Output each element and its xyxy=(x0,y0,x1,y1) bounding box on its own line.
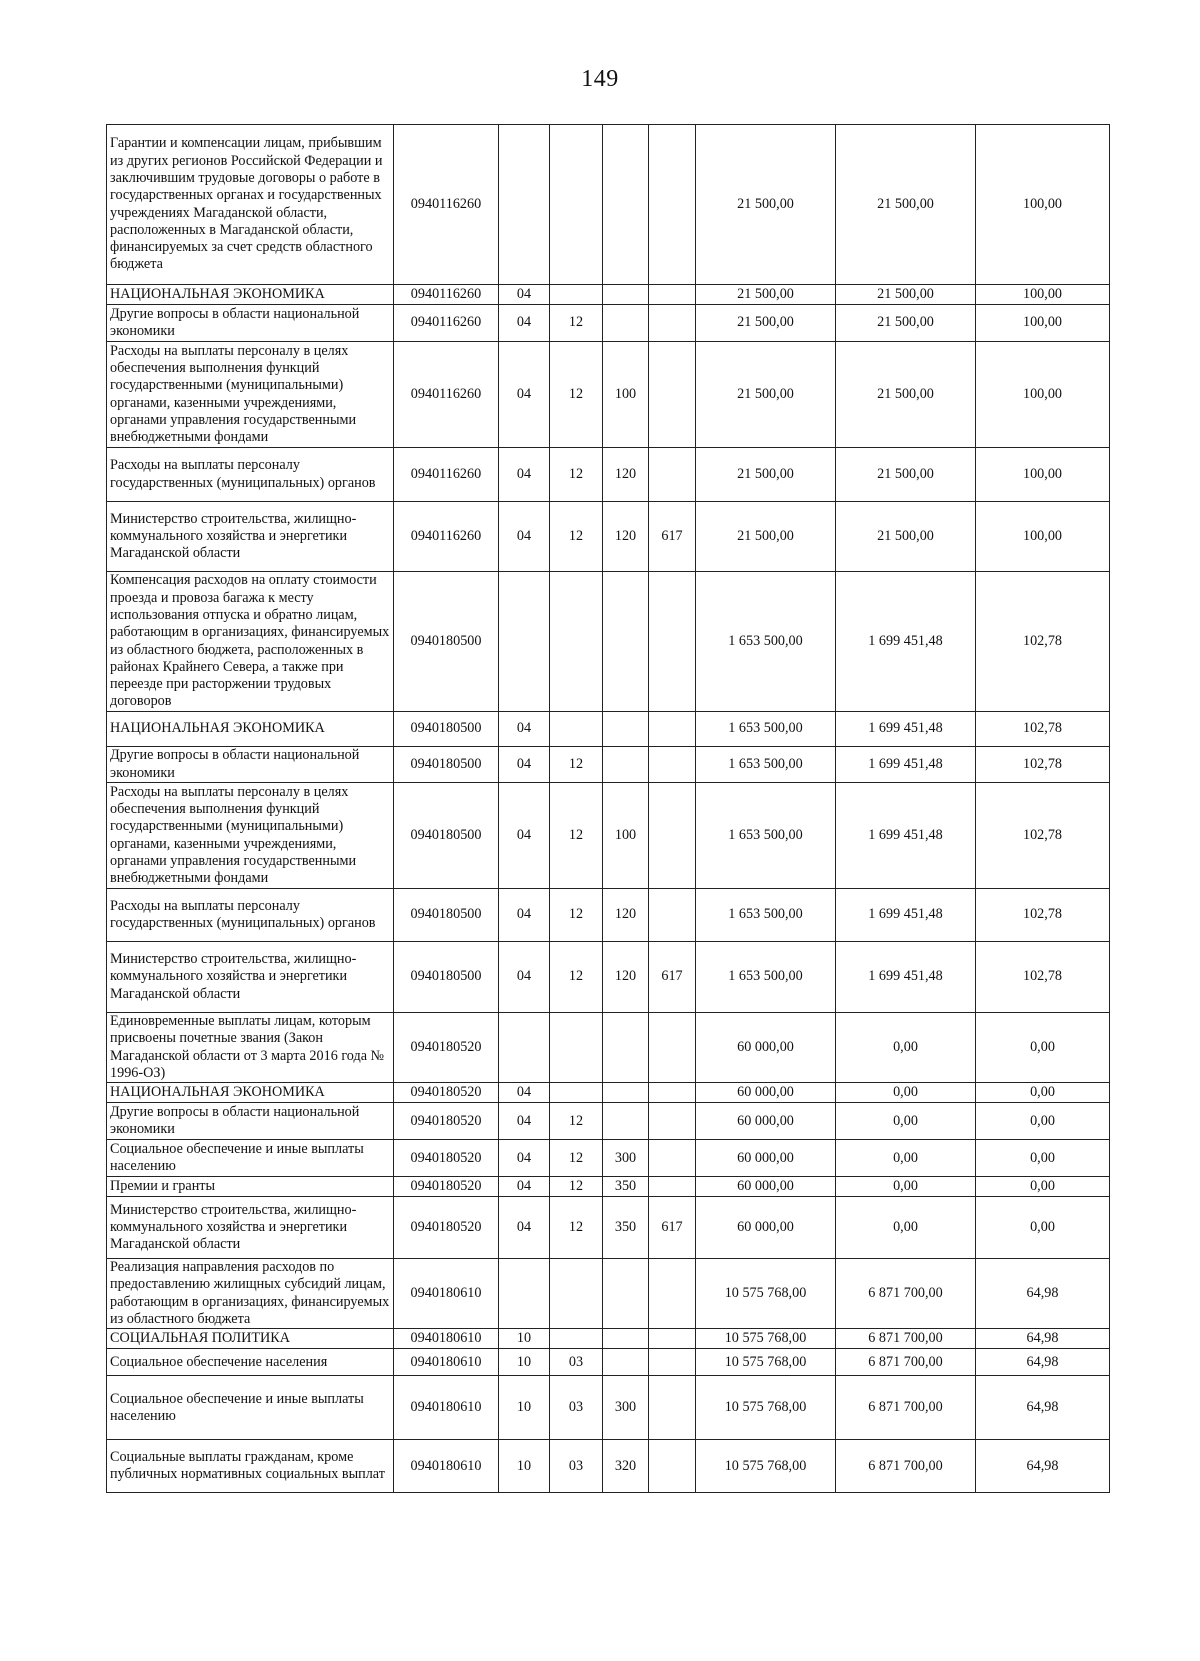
row-percent-cell: 64,98 xyxy=(976,1329,1110,1349)
row-name-cell: НАЦИОНАЛЬНАЯ ЭКОНОМИКА xyxy=(107,1083,394,1103)
row-section-cell: 04 xyxy=(499,502,550,572)
row-name-cell: Другие вопросы в области национальной экономики xyxy=(107,1103,394,1140)
row-section-cell: 04 xyxy=(499,712,550,747)
row-code-cell: 0940116260 xyxy=(394,342,499,448)
row-name-cell: Социальные выплаты гражданам, кроме публичных нормативных социальных выплат xyxy=(107,1440,394,1493)
row-section-cell: 10 xyxy=(499,1329,550,1349)
row-percent-cell: 102,78 xyxy=(976,747,1110,783)
row-fact-cell: 0,00 xyxy=(836,1140,976,1177)
row-grbs-cell xyxy=(649,889,696,942)
row-section-cell: 04 xyxy=(499,747,550,783)
table-row xyxy=(107,747,1110,783)
row-section-cell: 04 xyxy=(499,1103,550,1140)
row-plan-cell: 60 000,00 xyxy=(696,1103,836,1140)
row-plan-cell: 10 575 768,00 xyxy=(696,1376,836,1440)
row-section-cell xyxy=(499,1013,550,1083)
row-subsection-cell: 03 xyxy=(550,1349,603,1376)
row-expense-type-cell: 100 xyxy=(603,783,649,889)
row-expense-type-cell: 350 xyxy=(603,1197,649,1259)
row-subsection-cell: 12 xyxy=(550,305,603,342)
row-subsection-cell: 12 xyxy=(550,942,603,1013)
row-section-cell: 04 xyxy=(499,448,550,502)
row-percent-cell: 0,00 xyxy=(976,1103,1110,1140)
row-code-cell: 0940180500 xyxy=(394,747,499,783)
row-grbs-cell xyxy=(649,747,696,783)
row-fact-cell: 1 699 451,48 xyxy=(836,889,976,942)
row-plan-cell: 1 653 500,00 xyxy=(696,889,836,942)
row-grbs-cell xyxy=(649,1103,696,1140)
row-expense-type-cell xyxy=(603,125,649,285)
table-row xyxy=(107,1329,1110,1349)
row-percent-cell: 0,00 xyxy=(976,1083,1110,1103)
row-fact-cell: 0,00 xyxy=(836,1177,976,1197)
row-subsection-cell xyxy=(550,285,603,305)
row-expense-type-cell: 320 xyxy=(603,1440,649,1493)
row-grbs-cell xyxy=(649,342,696,448)
row-name-cell: Гарантии и компенсации лицам, прибывшим из других регионов Российской Федерации и заключившим трудовые договоры о работе в государственных органах и государственных учреждениях Магаданской области, расположенных в Магаданской области, финансируемых за счет средств областного бюджета xyxy=(107,125,394,285)
row-fact-cell: 1 699 451,48 xyxy=(836,712,976,747)
row-section-cell xyxy=(499,125,550,285)
row-grbs-cell xyxy=(649,712,696,747)
row-expense-type-cell: 120 xyxy=(603,502,649,572)
row-fact-cell: 21 500,00 xyxy=(836,448,976,502)
table-row xyxy=(107,342,1110,448)
row-grbs-cell xyxy=(649,1349,696,1376)
row-name-cell: Единовременные выплаты лицам, которым присвоены почетные звания (Закон Магаданской области от 3 марта 2016 года № 1996-ОЗ) xyxy=(107,1013,394,1083)
row-code-cell: 0940180610 xyxy=(394,1259,499,1329)
row-grbs-cell xyxy=(649,1013,696,1083)
row-plan-cell: 21 500,00 xyxy=(696,125,836,285)
row-fact-cell: 6 871 700,00 xyxy=(836,1259,976,1329)
row-expense-type-cell: 120 xyxy=(603,448,649,502)
row-subsection-cell: 12 xyxy=(550,747,603,783)
row-code-cell: 0940180610 xyxy=(394,1440,499,1493)
row-plan-cell: 10 575 768,00 xyxy=(696,1329,836,1349)
row-percent-cell: 100,00 xyxy=(976,342,1110,448)
row-subsection-cell: 12 xyxy=(550,1197,603,1259)
row-percent-cell: 100,00 xyxy=(976,502,1110,572)
row-plan-cell: 21 500,00 xyxy=(696,305,836,342)
row-grbs-cell: 617 xyxy=(649,942,696,1013)
row-code-cell: 0940180500 xyxy=(394,783,499,889)
row-percent-cell: 0,00 xyxy=(976,1177,1110,1197)
row-code-cell: 0940180520 xyxy=(394,1103,499,1140)
row-name-cell: Компенсация расходов на оплату стоимости проезда и провоза багажа к месту использования отпуска и обратно лицам, работающим в организациях, финансируемых из областного бюджета, расположенных в районах Крайнего Севера, а также при переезде при расторжении трудовых договоров xyxy=(107,572,394,712)
row-code-cell: 0940180520 xyxy=(394,1083,499,1103)
row-grbs-cell xyxy=(649,125,696,285)
row-expense-type-cell: 100 xyxy=(603,342,649,448)
row-section-cell xyxy=(499,1259,550,1329)
row-name-cell: Премии и гранты xyxy=(107,1177,394,1197)
budget-execution-table xyxy=(106,124,1110,1493)
row-code-cell: 0940116260 xyxy=(394,285,499,305)
row-section-cell: 10 xyxy=(499,1440,550,1493)
row-expense-type-cell xyxy=(603,1259,649,1329)
row-expense-type-cell xyxy=(603,1329,649,1349)
row-section-cell: 10 xyxy=(499,1349,550,1376)
row-code-cell: 0940116260 xyxy=(394,305,499,342)
table-row xyxy=(107,572,1110,712)
row-percent-cell: 102,78 xyxy=(976,889,1110,942)
table-row xyxy=(107,942,1110,1013)
row-fact-cell: 1 699 451,48 xyxy=(836,747,976,783)
row-name-cell: Социальное обеспечение населения xyxy=(107,1349,394,1376)
row-subsection-cell: 12 xyxy=(550,502,603,572)
row-expense-type-cell xyxy=(603,1349,649,1376)
row-plan-cell: 10 575 768,00 xyxy=(696,1259,836,1329)
row-percent-cell: 64,98 xyxy=(976,1259,1110,1329)
row-plan-cell: 1 653 500,00 xyxy=(696,783,836,889)
row-code-cell: 0940180610 xyxy=(394,1349,499,1376)
table-row xyxy=(107,889,1110,942)
row-grbs-cell xyxy=(649,783,696,889)
row-name-cell: НАЦИОНАЛЬНАЯ ЭКОНОМИКА xyxy=(107,285,394,305)
row-section-cell: 04 xyxy=(499,342,550,448)
page-number: 149 xyxy=(581,66,619,92)
table-row xyxy=(107,1376,1110,1440)
row-percent-cell: 102,78 xyxy=(976,712,1110,747)
row-expense-type-cell xyxy=(603,1103,649,1140)
row-fact-cell: 0,00 xyxy=(836,1197,976,1259)
table-row xyxy=(107,1140,1110,1177)
row-section-cell: 10 xyxy=(499,1376,550,1440)
row-subsection-cell: 12 xyxy=(550,1103,603,1140)
row-subsection-cell: 12 xyxy=(550,1140,603,1177)
row-name-cell: Министерство строительства, жилищно-коммунального хозяйства и энергетики Магаданской области xyxy=(107,1197,394,1259)
row-percent-cell: 100,00 xyxy=(976,305,1110,342)
row-section-cell: 04 xyxy=(499,783,550,889)
row-plan-cell: 60 000,00 xyxy=(696,1083,836,1103)
row-fact-cell: 1 699 451,48 xyxy=(836,572,976,712)
row-code-cell: 0940180610 xyxy=(394,1376,499,1440)
row-code-cell: 0940180500 xyxy=(394,572,499,712)
row-fact-cell: 6 871 700,00 xyxy=(836,1376,976,1440)
row-fact-cell: 6 871 700,00 xyxy=(836,1440,976,1493)
row-section-cell: 04 xyxy=(499,1083,550,1103)
row-percent-cell: 0,00 xyxy=(976,1140,1110,1177)
row-name-cell: Реализация направления расходов по предоставлению жилищных субсидий лицам, работающим в организациях, финансируемых из областного бюджета xyxy=(107,1259,394,1329)
row-subsection-cell: 12 xyxy=(550,448,603,502)
row-plan-cell: 21 500,00 xyxy=(696,448,836,502)
table-row xyxy=(107,1197,1110,1259)
row-code-cell: 0940116260 xyxy=(394,125,499,285)
row-plan-cell: 60 000,00 xyxy=(696,1177,836,1197)
row-subsection-cell: 03 xyxy=(550,1376,603,1440)
row-grbs-cell xyxy=(649,1177,696,1197)
row-plan-cell: 60 000,00 xyxy=(696,1197,836,1259)
row-expense-type-cell xyxy=(603,712,649,747)
row-name-cell: Расходы на выплаты персоналу государственных (муниципальных) органов xyxy=(107,889,394,942)
row-plan-cell: 1 653 500,00 xyxy=(696,942,836,1013)
row-grbs-cell xyxy=(649,305,696,342)
table-row xyxy=(107,502,1110,572)
row-section-cell: 04 xyxy=(499,942,550,1013)
table-row xyxy=(107,1440,1110,1493)
row-name-cell: Министерство строительства, жилищно-коммунального хозяйства и энергетики Магаданской области xyxy=(107,942,394,1013)
row-expense-type-cell: 300 xyxy=(603,1376,649,1440)
row-percent-cell: 100,00 xyxy=(976,448,1110,502)
row-subsection-cell xyxy=(550,712,603,747)
row-plan-cell: 1 653 500,00 xyxy=(696,747,836,783)
table-row xyxy=(107,783,1110,889)
row-code-cell: 0940116260 xyxy=(394,502,499,572)
table-row xyxy=(107,305,1110,342)
row-expense-type-cell: 350 xyxy=(603,1177,649,1197)
row-name-cell: Расходы на выплаты персоналу в целях обеспечения выполнения функций государственными (муниципальными) органами, казенными учреждениями, органами управления государственными внебюджетными фондами xyxy=(107,342,394,448)
table-row xyxy=(107,712,1110,747)
row-fact-cell: 0,00 xyxy=(836,1083,976,1103)
row-percent-cell: 0,00 xyxy=(976,1013,1110,1083)
row-fact-cell: 21 500,00 xyxy=(836,285,976,305)
row-subsection-cell xyxy=(550,1013,603,1083)
row-fact-cell: 21 500,00 xyxy=(836,125,976,285)
row-fact-cell: 6 871 700,00 xyxy=(836,1349,976,1376)
row-expense-type-cell xyxy=(603,1013,649,1083)
table-row xyxy=(107,1177,1110,1197)
row-code-cell: 0940180520 xyxy=(394,1197,499,1259)
row-plan-cell: 21 500,00 xyxy=(696,502,836,572)
table-row xyxy=(107,1083,1110,1103)
table-row xyxy=(107,448,1110,502)
table-row xyxy=(107,1259,1110,1329)
row-percent-cell: 0,00 xyxy=(976,1197,1110,1259)
table-row xyxy=(107,1349,1110,1376)
row-subsection-cell: 12 xyxy=(550,1177,603,1197)
row-plan-cell: 60 000,00 xyxy=(696,1013,836,1083)
row-expense-type-cell xyxy=(603,572,649,712)
row-grbs-cell xyxy=(649,1140,696,1177)
row-plan-cell: 21 500,00 xyxy=(696,342,836,448)
row-expense-type-cell xyxy=(603,305,649,342)
row-grbs-cell xyxy=(649,285,696,305)
row-grbs-cell xyxy=(649,448,696,502)
row-grbs-cell: 617 xyxy=(649,502,696,572)
row-grbs-cell xyxy=(649,1376,696,1440)
row-section-cell: 04 xyxy=(499,1140,550,1177)
table-row xyxy=(107,285,1110,305)
table-body xyxy=(107,125,1110,1493)
row-percent-cell: 64,98 xyxy=(976,1440,1110,1493)
row-name-cell: СОЦИАЛЬНАЯ ПОЛИТИКА xyxy=(107,1329,394,1349)
row-section-cell: 04 xyxy=(499,1177,550,1197)
row-plan-cell: 60 000,00 xyxy=(696,1140,836,1177)
row-percent-cell: 100,00 xyxy=(976,285,1110,305)
row-fact-cell: 21 500,00 xyxy=(836,305,976,342)
row-fact-cell: 1 699 451,48 xyxy=(836,783,976,889)
row-name-cell: Другие вопросы в области национальной экономики xyxy=(107,747,394,783)
row-code-cell: 0940116260 xyxy=(394,448,499,502)
row-fact-cell: 21 500,00 xyxy=(836,342,976,448)
row-subsection-cell xyxy=(550,125,603,285)
row-fact-cell: 6 871 700,00 xyxy=(836,1329,976,1349)
row-percent-cell: 102,78 xyxy=(976,572,1110,712)
row-percent-cell: 102,78 xyxy=(976,942,1110,1013)
row-name-cell: Министерство строительства, жилищно-коммунального хозяйства и энергетики Магаданской области xyxy=(107,502,394,572)
row-grbs-cell: 617 xyxy=(649,1197,696,1259)
row-name-cell: Социальное обеспечение и иные выплаты населению xyxy=(107,1140,394,1177)
row-fact-cell: 0,00 xyxy=(836,1013,976,1083)
row-fact-cell: 21 500,00 xyxy=(836,502,976,572)
row-fact-cell: 0,00 xyxy=(836,1103,976,1140)
row-section-cell: 04 xyxy=(499,305,550,342)
row-expense-type-cell: 120 xyxy=(603,889,649,942)
row-code-cell: 0940180520 xyxy=(394,1177,499,1197)
row-code-cell: 0940180520 xyxy=(394,1140,499,1177)
row-expense-type-cell xyxy=(603,747,649,783)
row-grbs-cell xyxy=(649,1329,696,1349)
row-section-cell: 04 xyxy=(499,285,550,305)
row-name-cell: Социальное обеспечение и иные выплаты населению xyxy=(107,1376,394,1440)
row-grbs-cell xyxy=(649,1083,696,1103)
row-percent-cell: 102,78 xyxy=(976,783,1110,889)
row-plan-cell: 1 653 500,00 xyxy=(696,712,836,747)
row-percent-cell: 64,98 xyxy=(976,1376,1110,1440)
row-section-cell: 04 xyxy=(499,889,550,942)
row-code-cell: 0940180500 xyxy=(394,712,499,747)
row-plan-cell: 10 575 768,00 xyxy=(696,1440,836,1493)
row-section-cell: 04 xyxy=(499,1197,550,1259)
row-percent-cell: 100,00 xyxy=(976,125,1110,285)
table-row xyxy=(107,125,1110,285)
row-name-cell: Расходы на выплаты персоналу в целях обеспечения выполнения функций государственными (муниципальными) органами, казенными учреждениями, органами управления государственными внебюджетными фондами xyxy=(107,783,394,889)
row-expense-type-cell: 120 xyxy=(603,942,649,1013)
row-name-cell: Другие вопросы в области национальной экономики xyxy=(107,305,394,342)
row-subsection-cell: 03 xyxy=(550,1440,603,1493)
row-subsection-cell xyxy=(550,572,603,712)
row-subsection-cell xyxy=(550,1329,603,1349)
row-grbs-cell xyxy=(649,1259,696,1329)
row-code-cell: 0940180500 xyxy=(394,889,499,942)
row-plan-cell: 10 575 768,00 xyxy=(696,1349,836,1376)
row-code-cell: 0940180520 xyxy=(394,1013,499,1083)
row-code-cell: 0940180610 xyxy=(394,1329,499,1349)
row-expense-type-cell xyxy=(603,285,649,305)
row-section-cell xyxy=(499,572,550,712)
row-fact-cell: 1 699 451,48 xyxy=(836,942,976,1013)
row-grbs-cell xyxy=(649,1440,696,1493)
row-grbs-cell xyxy=(649,572,696,712)
row-subsection-cell: 12 xyxy=(550,342,603,448)
row-subsection-cell: 12 xyxy=(550,889,603,942)
row-expense-type-cell: 300 xyxy=(603,1140,649,1177)
row-name-cell: Расходы на выплаты персоналу государственных (муниципальных) органов xyxy=(107,448,394,502)
row-plan-cell: 1 653 500,00 xyxy=(696,572,836,712)
row-expense-type-cell xyxy=(603,1083,649,1103)
row-plan-cell: 21 500,00 xyxy=(696,285,836,305)
row-code-cell: 0940180500 xyxy=(394,942,499,1013)
row-subsection-cell xyxy=(550,1259,603,1329)
row-subsection-cell: 12 xyxy=(550,783,603,889)
row-percent-cell: 64,98 xyxy=(976,1349,1110,1376)
row-name-cell: НАЦИОНАЛЬНАЯ ЭКОНОМИКА xyxy=(107,712,394,747)
table-row xyxy=(107,1103,1110,1140)
table-row xyxy=(107,1013,1110,1083)
row-subsection-cell xyxy=(550,1083,603,1103)
